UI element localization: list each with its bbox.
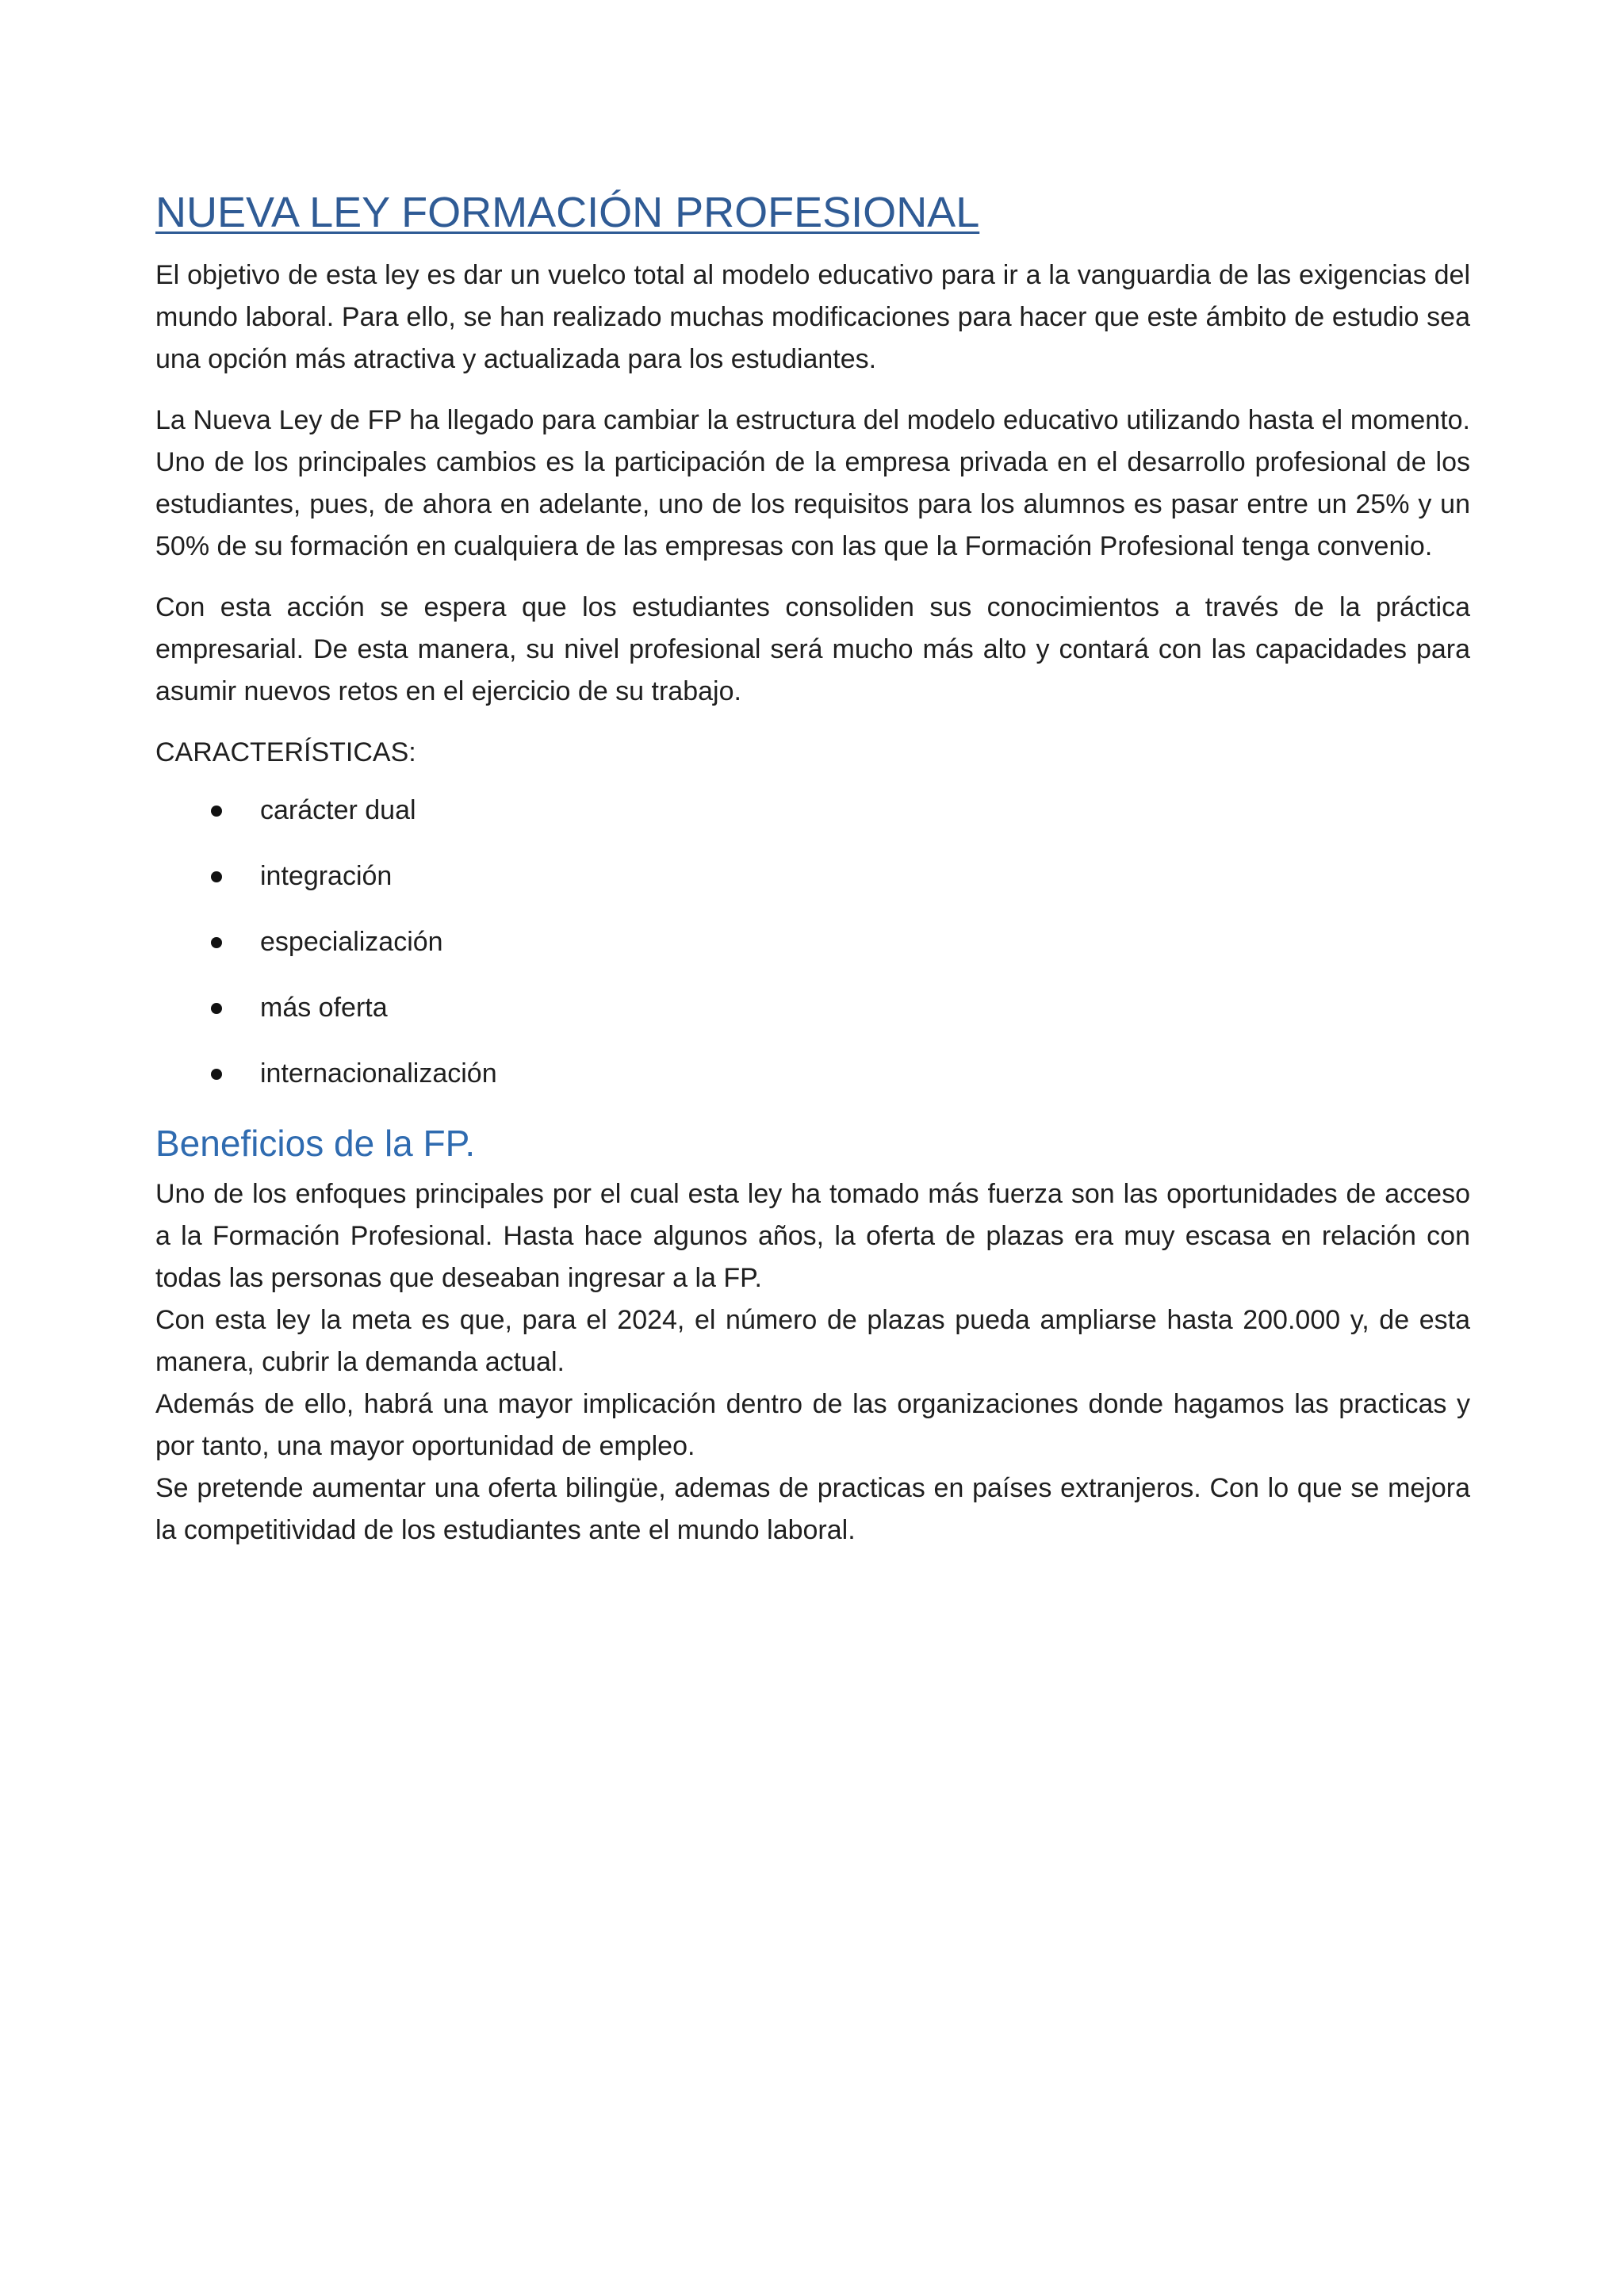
list-item: [155, 855, 1470, 897]
intro-paragraph-3: Con esta acción se espera que los estudiantes consoliden sus conocimientos a través de la práctica empresarial. De esta manera, su nivel profesional será mucho más alto y contará con las capacidades para asumir nuevos retos en el ejercicio de su trabajo.: [155, 591, 1470, 706]
list-item: [155, 1053, 1470, 1095]
list-item: [155, 921, 1470, 963]
bullet-icon: [211, 871, 222, 882]
list-item-label: integración: [260, 860, 393, 891]
bullet-icon: [211, 806, 222, 817]
characteristics-label: CARACTERÍSTICAS:: [155, 737, 416, 767]
list-item-label: especialización: [260, 926, 443, 957]
benefits-paragraph-1: Uno de los enfoques principales por el cual esta ley ha tomado más fuerza son las oportunidades de acceso a la Formación Profesional. Hasta hace algunos años, la oferta de plazas era muy escasa en relación con todas las personas que deseaban ingresar a la FP.: [155, 1178, 1470, 1293]
benefits-heading: Beneficios de la FP.: [155, 1122, 476, 1164]
bullet-icon: [211, 1003, 222, 1014]
list-item-label: internacionalización: [260, 1058, 497, 1089]
intro-paragraph-1: El objetivo de esta ley es dar un vuelco total al modelo educativo para ir a la vanguardia de las exigencias del mundo laboral. Para ello, se han realizado muchas modificaciones para hacer que este ámbito de estudio sea una opción más atractiva y actualizada para los estudiantes.: [155, 259, 1470, 374]
list-item: [155, 987, 1470, 1029]
list-item-label: más oferta: [260, 992, 388, 1023]
benefits-paragraph-3: Además de ello, habrá una mayor implicación dentro de las organizaciones donde hagamos las practicas y por tanto, una mayor oportunidad de empleo.: [155, 1388, 1470, 1461]
list-item-label: carácter dual: [260, 794, 416, 825]
benefits-paragraph-4: Se pretende aumentar una oferta bilingüe, ademas de practicas en países extranjeros. Con lo que se mejora la competitividad de los estudiantes ante el mundo laboral.: [155, 1472, 1470, 1545]
list-item: [155, 790, 1470, 832]
bullet-icon: [211, 937, 222, 948]
characteristics-list: [155, 790, 1470, 1095]
intro-paragraph-2: La Nueva Ley de FP ha llegado para cambiar la estructura del modelo educativo utilizando hasta el momento. Uno de los principales cambios es la participación de la empresa privada en el desarrollo profesional de los estudiantes, pues, de ahora en adelante, uno de los requisitos para los alumnos es pasar entre un 25% y un 50% de su formación en cualquiera de las empresas con las que la Formación Profesional tenga convenio.: [155, 404, 1470, 561]
bullet-icon: [211, 1069, 222, 1080]
document-title: NUEVA LEY FORMACIÓN PROFESIONAL: [155, 189, 980, 236]
benefits-paragraph-2: Con esta ley la meta es que, para el 2024, el número de plazas pueda ampliarse hasta 200.000 y, de esta manera, cubrir la demanda actual.: [155, 1304, 1470, 1377]
document-page: [155, 187, 1470, 1552]
